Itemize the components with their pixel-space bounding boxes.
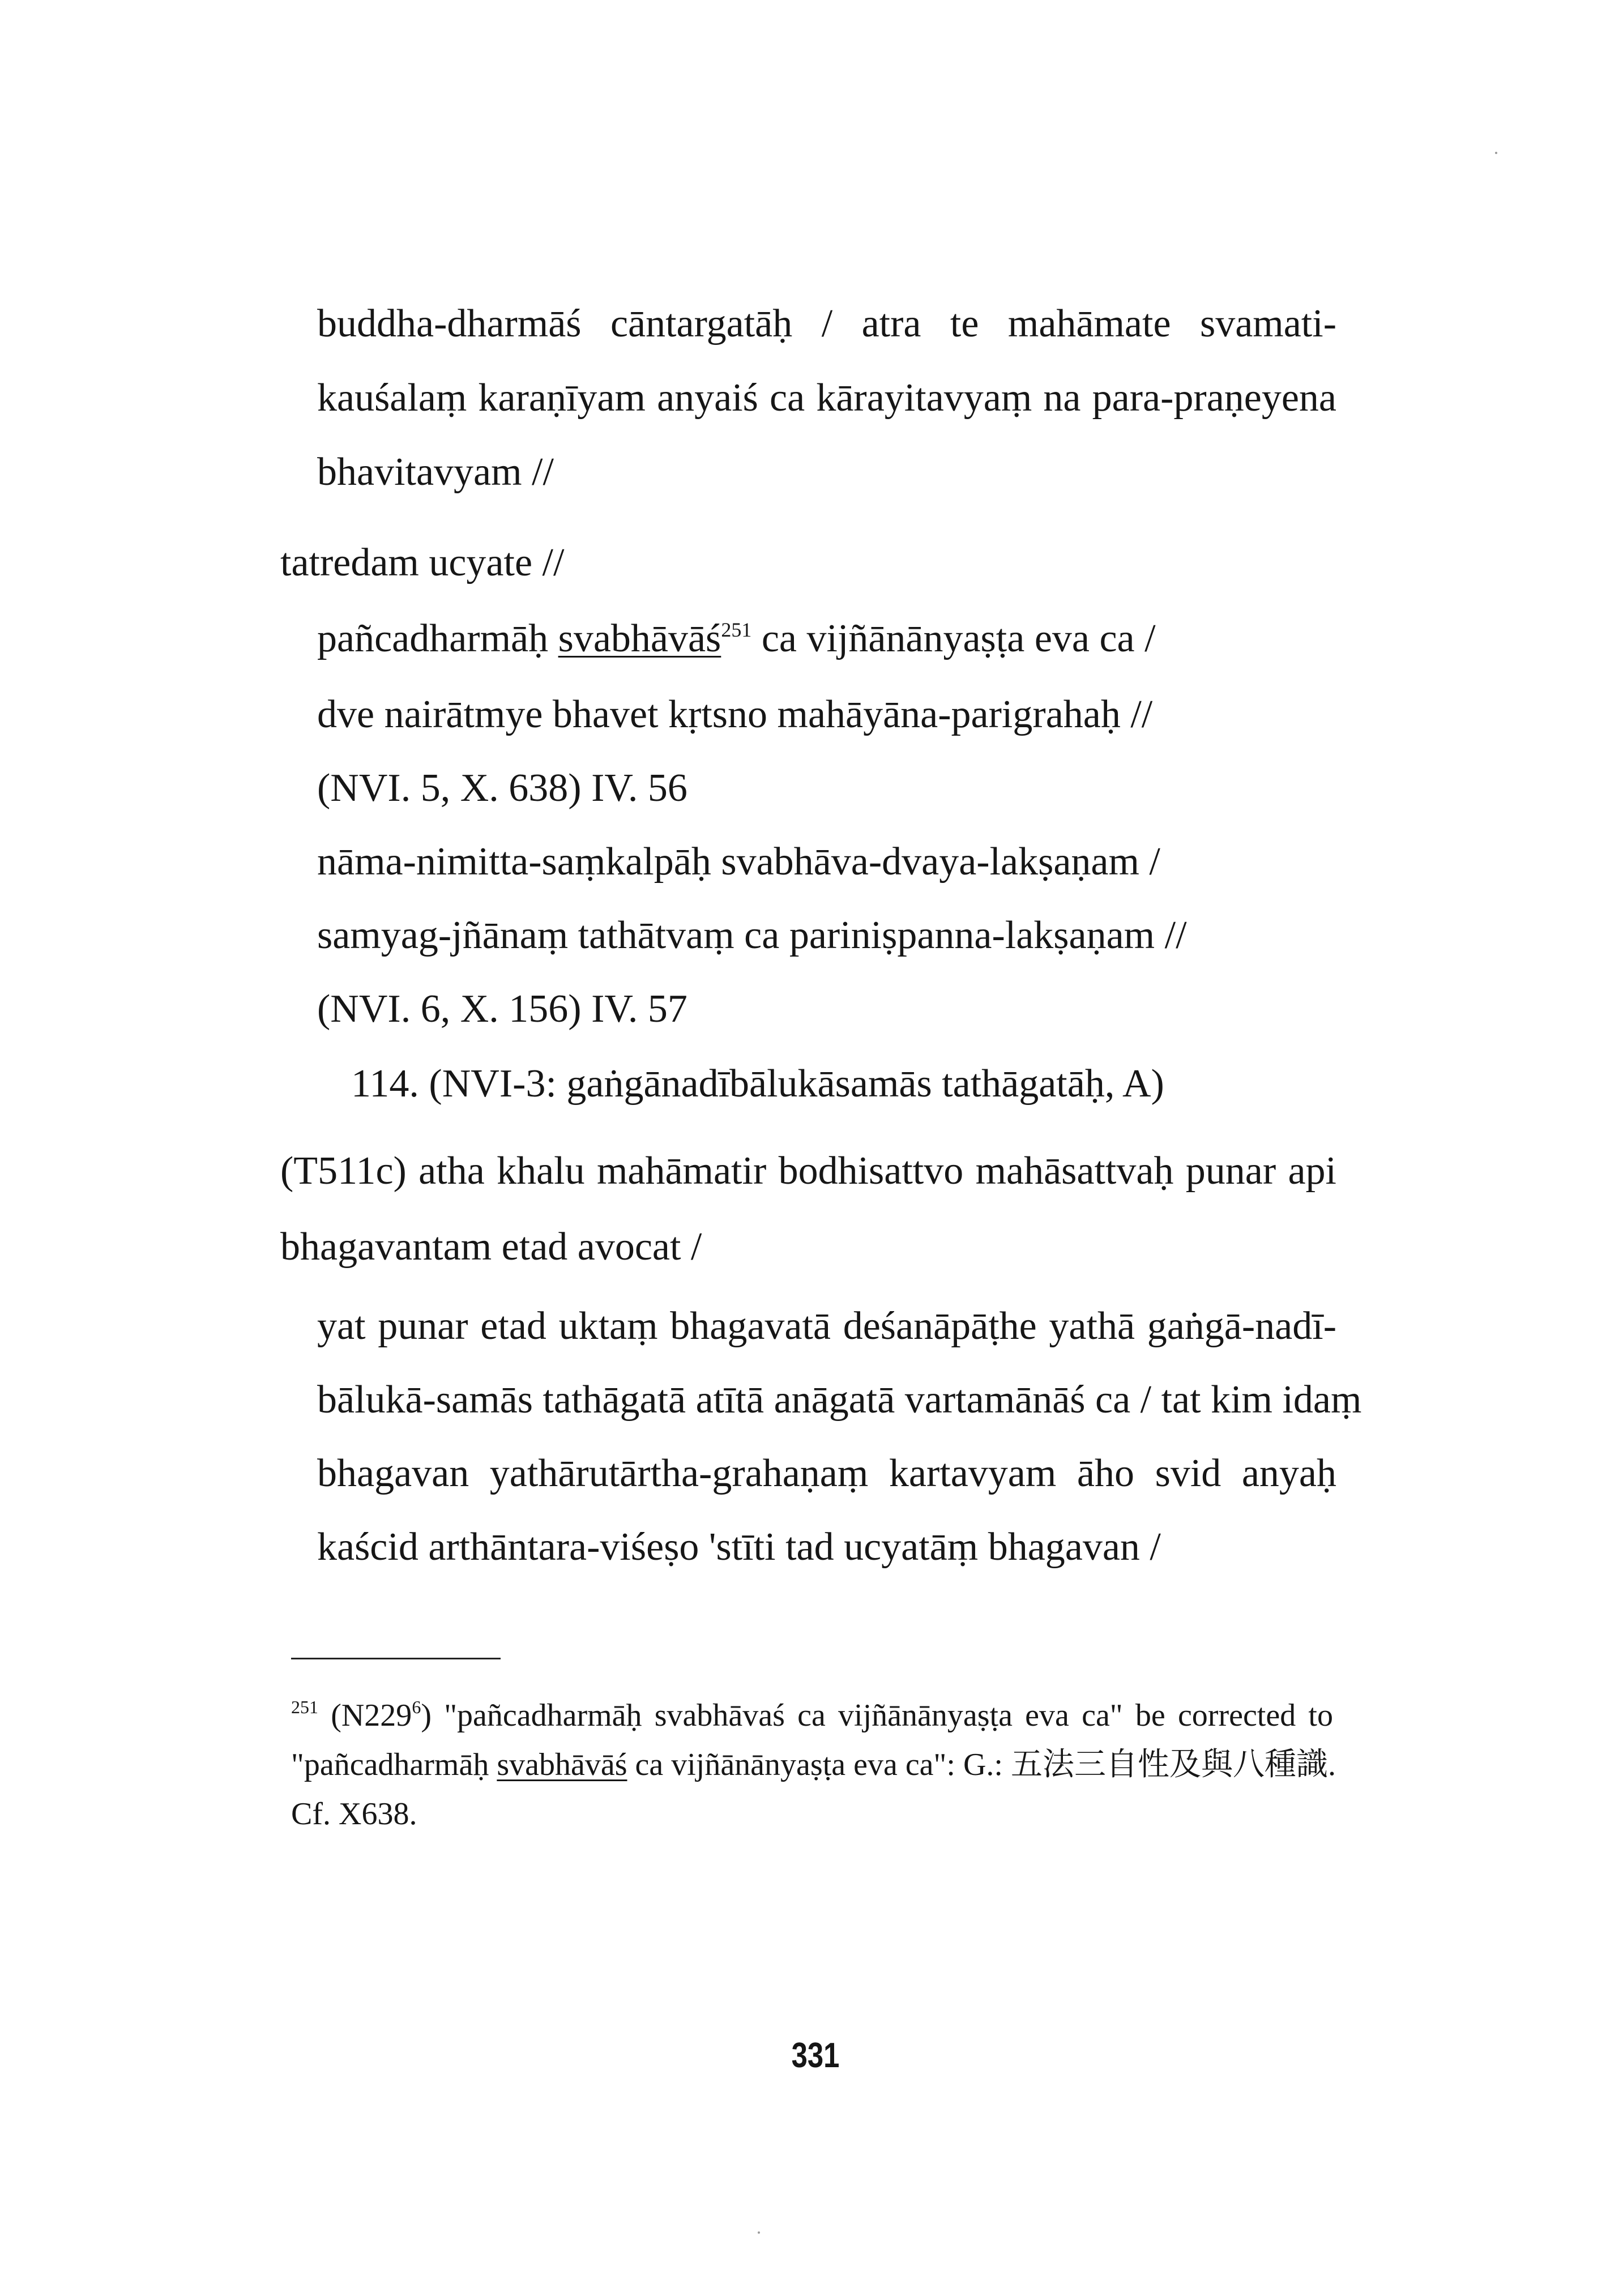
footnote-line-1: [291, 1697, 1333, 1734]
verse-citation-1: (NVI. 5, X. 638) IV. 56: [317, 766, 687, 810]
footnote-text: "pañcadharmāḥ svabhāvaś ca vijñānānyaṣṭa eva ca" be corrected to: [444, 1698, 1333, 1733]
body-line-14: yat punar etad uktaṃ bhagavatā deśanāpāṭhe yathā gaṅgā-nadī-: [317, 1304, 1336, 1348]
body-line-4: tatredam ucyate //: [280, 541, 565, 584]
verse-text: ca vijñānānyaṣṭa eva ca /: [751, 617, 1156, 660]
verse-text: pañcadharmāḥ: [317, 617, 558, 660]
footnote-ref-superscript: 6: [412, 1697, 421, 1717]
verse-citation-2: (NVI. 6, X. 156) IV. 57: [317, 987, 687, 1031]
body-line-13: bhagavantam etad avocat /: [280, 1225, 702, 1269]
page-number: 331: [791, 2036, 840, 2075]
underlined-term: svabhāvāś: [558, 617, 721, 660]
body-line-2: kauśalaṃ karaṇīyam anyaiś ca kārayitavyaṃ na para-praṇeyena: [317, 376, 1336, 420]
footnote-text: ca vijñānānyaṣṭa eva ca": G.: 五法三自性及與八種識.: [627, 1747, 1336, 1782]
section-heading: 114. (NVI-3: gaṅgānadībālukāsamās tathāgatāḥ, A): [351, 1062, 1164, 1106]
verse-line-3: nāma-nimitta-saṃkalpāḥ svabhāva-dvaya-lakṣaṇam /: [317, 840, 1160, 884]
body-line-17: kaścid arthāntara-viśeṣo 'stīti tad ucyatāṃ bhagavan /: [317, 1525, 1161, 1569]
body-line-16: bhagavan yathārutārtha-grahaṇaṃ kartavyam āho svid anyaḥ: [317, 1452, 1336, 1495]
footnote-line-2: [291, 1746, 1336, 1783]
footnote-ref: 251: [721, 618, 752, 641]
body-line-3: bhavitavyam //: [317, 450, 554, 494]
footnote-ref-close: ): [421, 1698, 432, 1733]
verse-line-2: dve nairātmye bhavet kṛtsno mahāyāna-parigrahaḥ //: [317, 693, 1153, 736]
body-line-12: (T511c) atha khalu mahāmatir bodhisattvo mahāsattvaḥ punar api: [280, 1149, 1336, 1193]
body-line-15: bālukā-samās tathāgatā atītā anāgatā vartamānāś ca / tat kim idaṃ: [317, 1378, 1362, 1422]
verse-line-4: samyag-jñānaṃ tathātvaṃ ca pariniṣpanna-lakṣaṇam //: [317, 914, 1187, 957]
underlined-term: svabhāvāś: [497, 1747, 627, 1782]
scan-speck: [1495, 152, 1497, 154]
footnote-separator: [291, 1658, 501, 1659]
footnote-number: 251: [291, 1697, 318, 1717]
footnote-ref-text: (N229: [331, 1698, 412, 1733]
footnote-text: "pañcadharmāḥ: [291, 1747, 497, 1782]
footnote-line-3: Cf. X638.: [291, 1796, 417, 1832]
scan-speck: [758, 2231, 760, 2234]
body-line-1: buddha-dharmāś cāntargatāḥ / atra te mahāmate svamati-: [317, 302, 1336, 345]
verse-line-1: [317, 615, 1156, 663]
